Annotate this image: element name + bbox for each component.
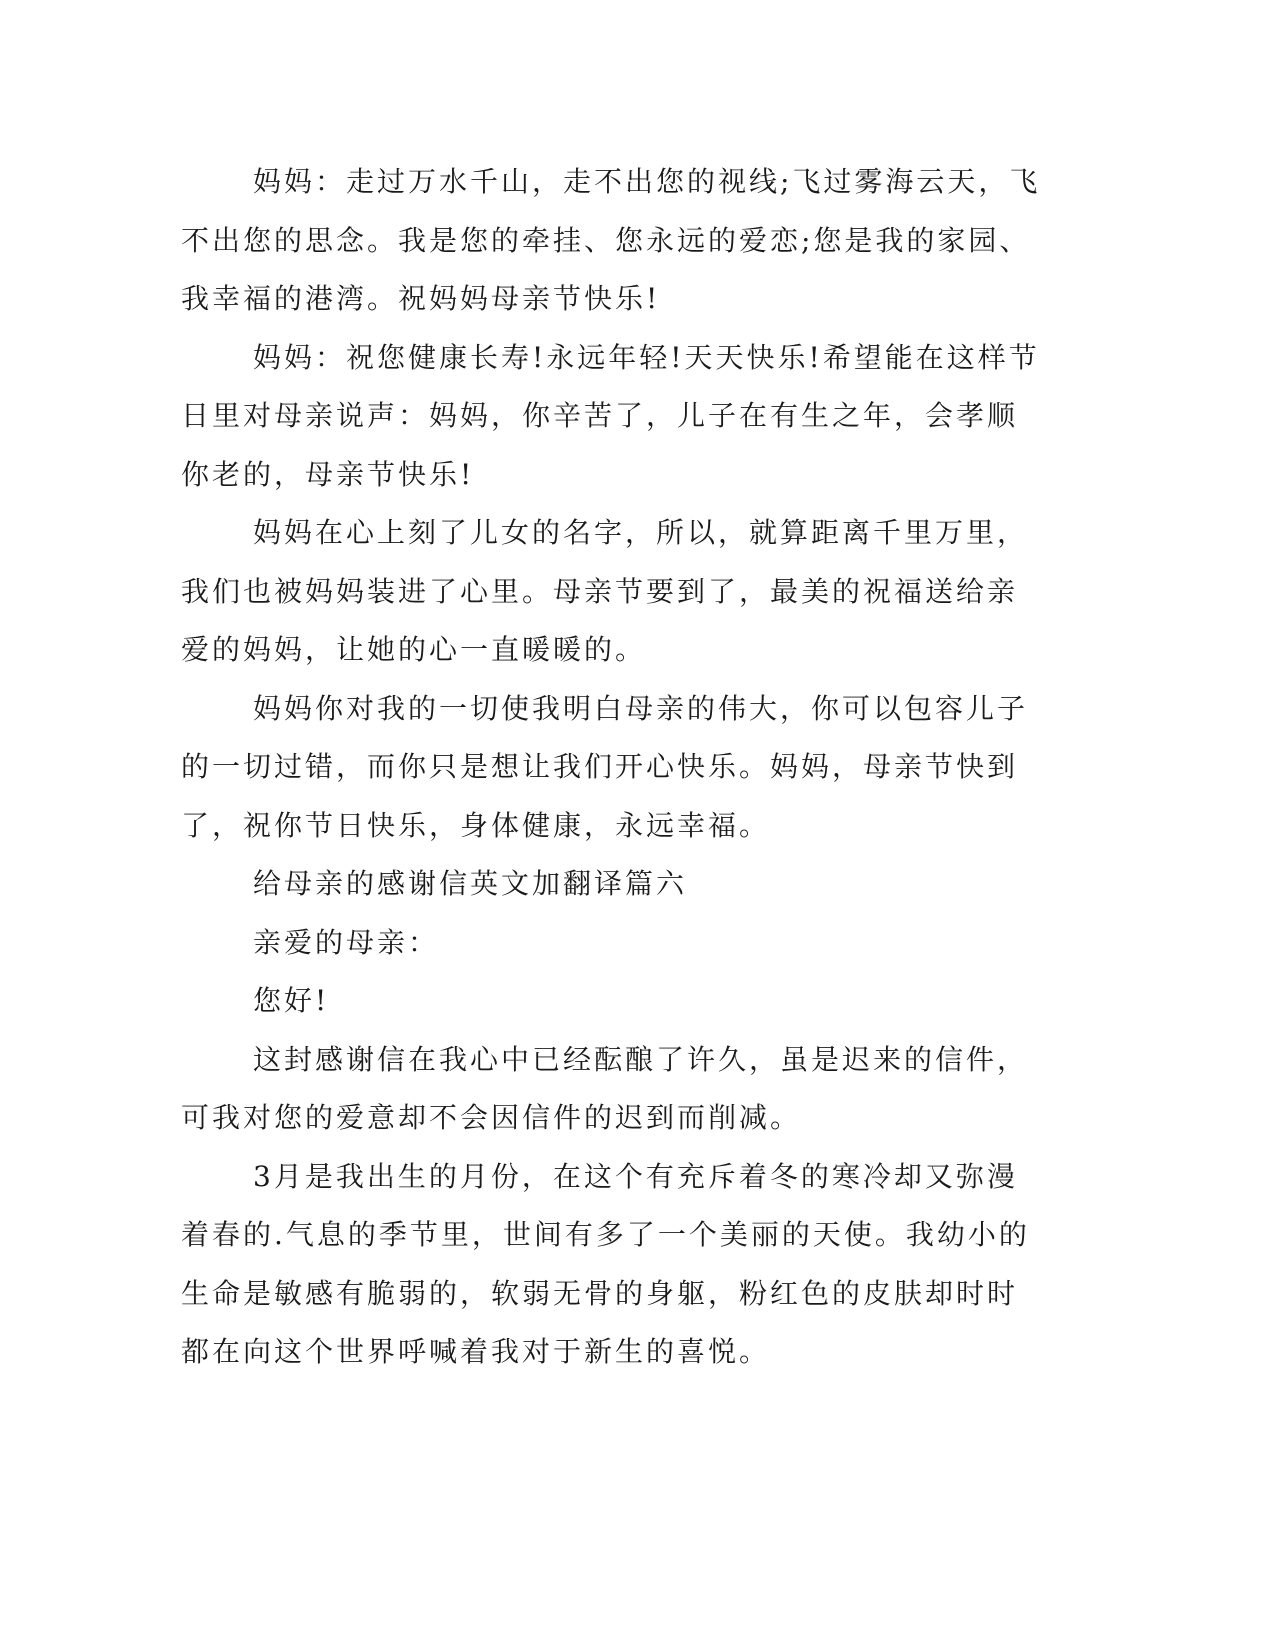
letter-salutation: 亲爱的母亲：	[253, 925, 440, 959]
paragraph-wishes-3: 妈妈在心上刻了儿女的名字，所以，就算距离千里万里，我们也被妈妈装进了心里。母亲节要到了，最美的祝福送给亲爱的妈妈，让她的心一直暖暖的。	[181, 516, 1029, 666]
document-body	[181, 153, 1041, 1382]
paragraph-wishes-2: 妈妈：祝您健康长寿!永远年轻!天天快乐!希望能在这样节日里对母亲说声：妈妈，你辛苦了，儿子在有生之年，会孝顺你老的，母亲节快乐!	[181, 340, 1040, 491]
letter-greeting: 您好!	[253, 984, 330, 1017]
section-heading: 给母亲的感谢信英文加翻译篇六	[253, 867, 688, 900]
paragraph-wishes-1: 妈妈：走过万水千山，走不出您的视线;飞过雾海云天，飞不出您的思念。我是您的牵挂、您永远的爱恋;您是我的家园、我幸福的港湾。祝妈妈母亲节快乐!	[181, 165, 1041, 315]
letter-paragraph-1: 这封感谢信在我心中已经酝酿了许久，虽是迟来的信件，可我对您的爱意却不会因信件的迟到而削减。	[181, 1042, 1029, 1134]
paragraph-wishes-4: 妈妈你对我的一切使我明白母亲的伟大，你可以包容儿子的一切过错，而你只是想让我们开心快乐。妈妈，母亲节快到了，祝你节日快乐，身体健康，永远幸福。	[181, 691, 1029, 842]
letter-paragraph-2: 3月是我出生的月份，在这个有充斥着冬的寒冷却又弥漫着春的.气息的季节里，世间有多了一个美丽的天使。我幼小的生命是敏感有脆弱的，软弱无骨的身躯，粉红色的皮肤却时时都在向这个世界呼喊着我对于新生的喜悦。	[181, 1159, 1030, 1368]
